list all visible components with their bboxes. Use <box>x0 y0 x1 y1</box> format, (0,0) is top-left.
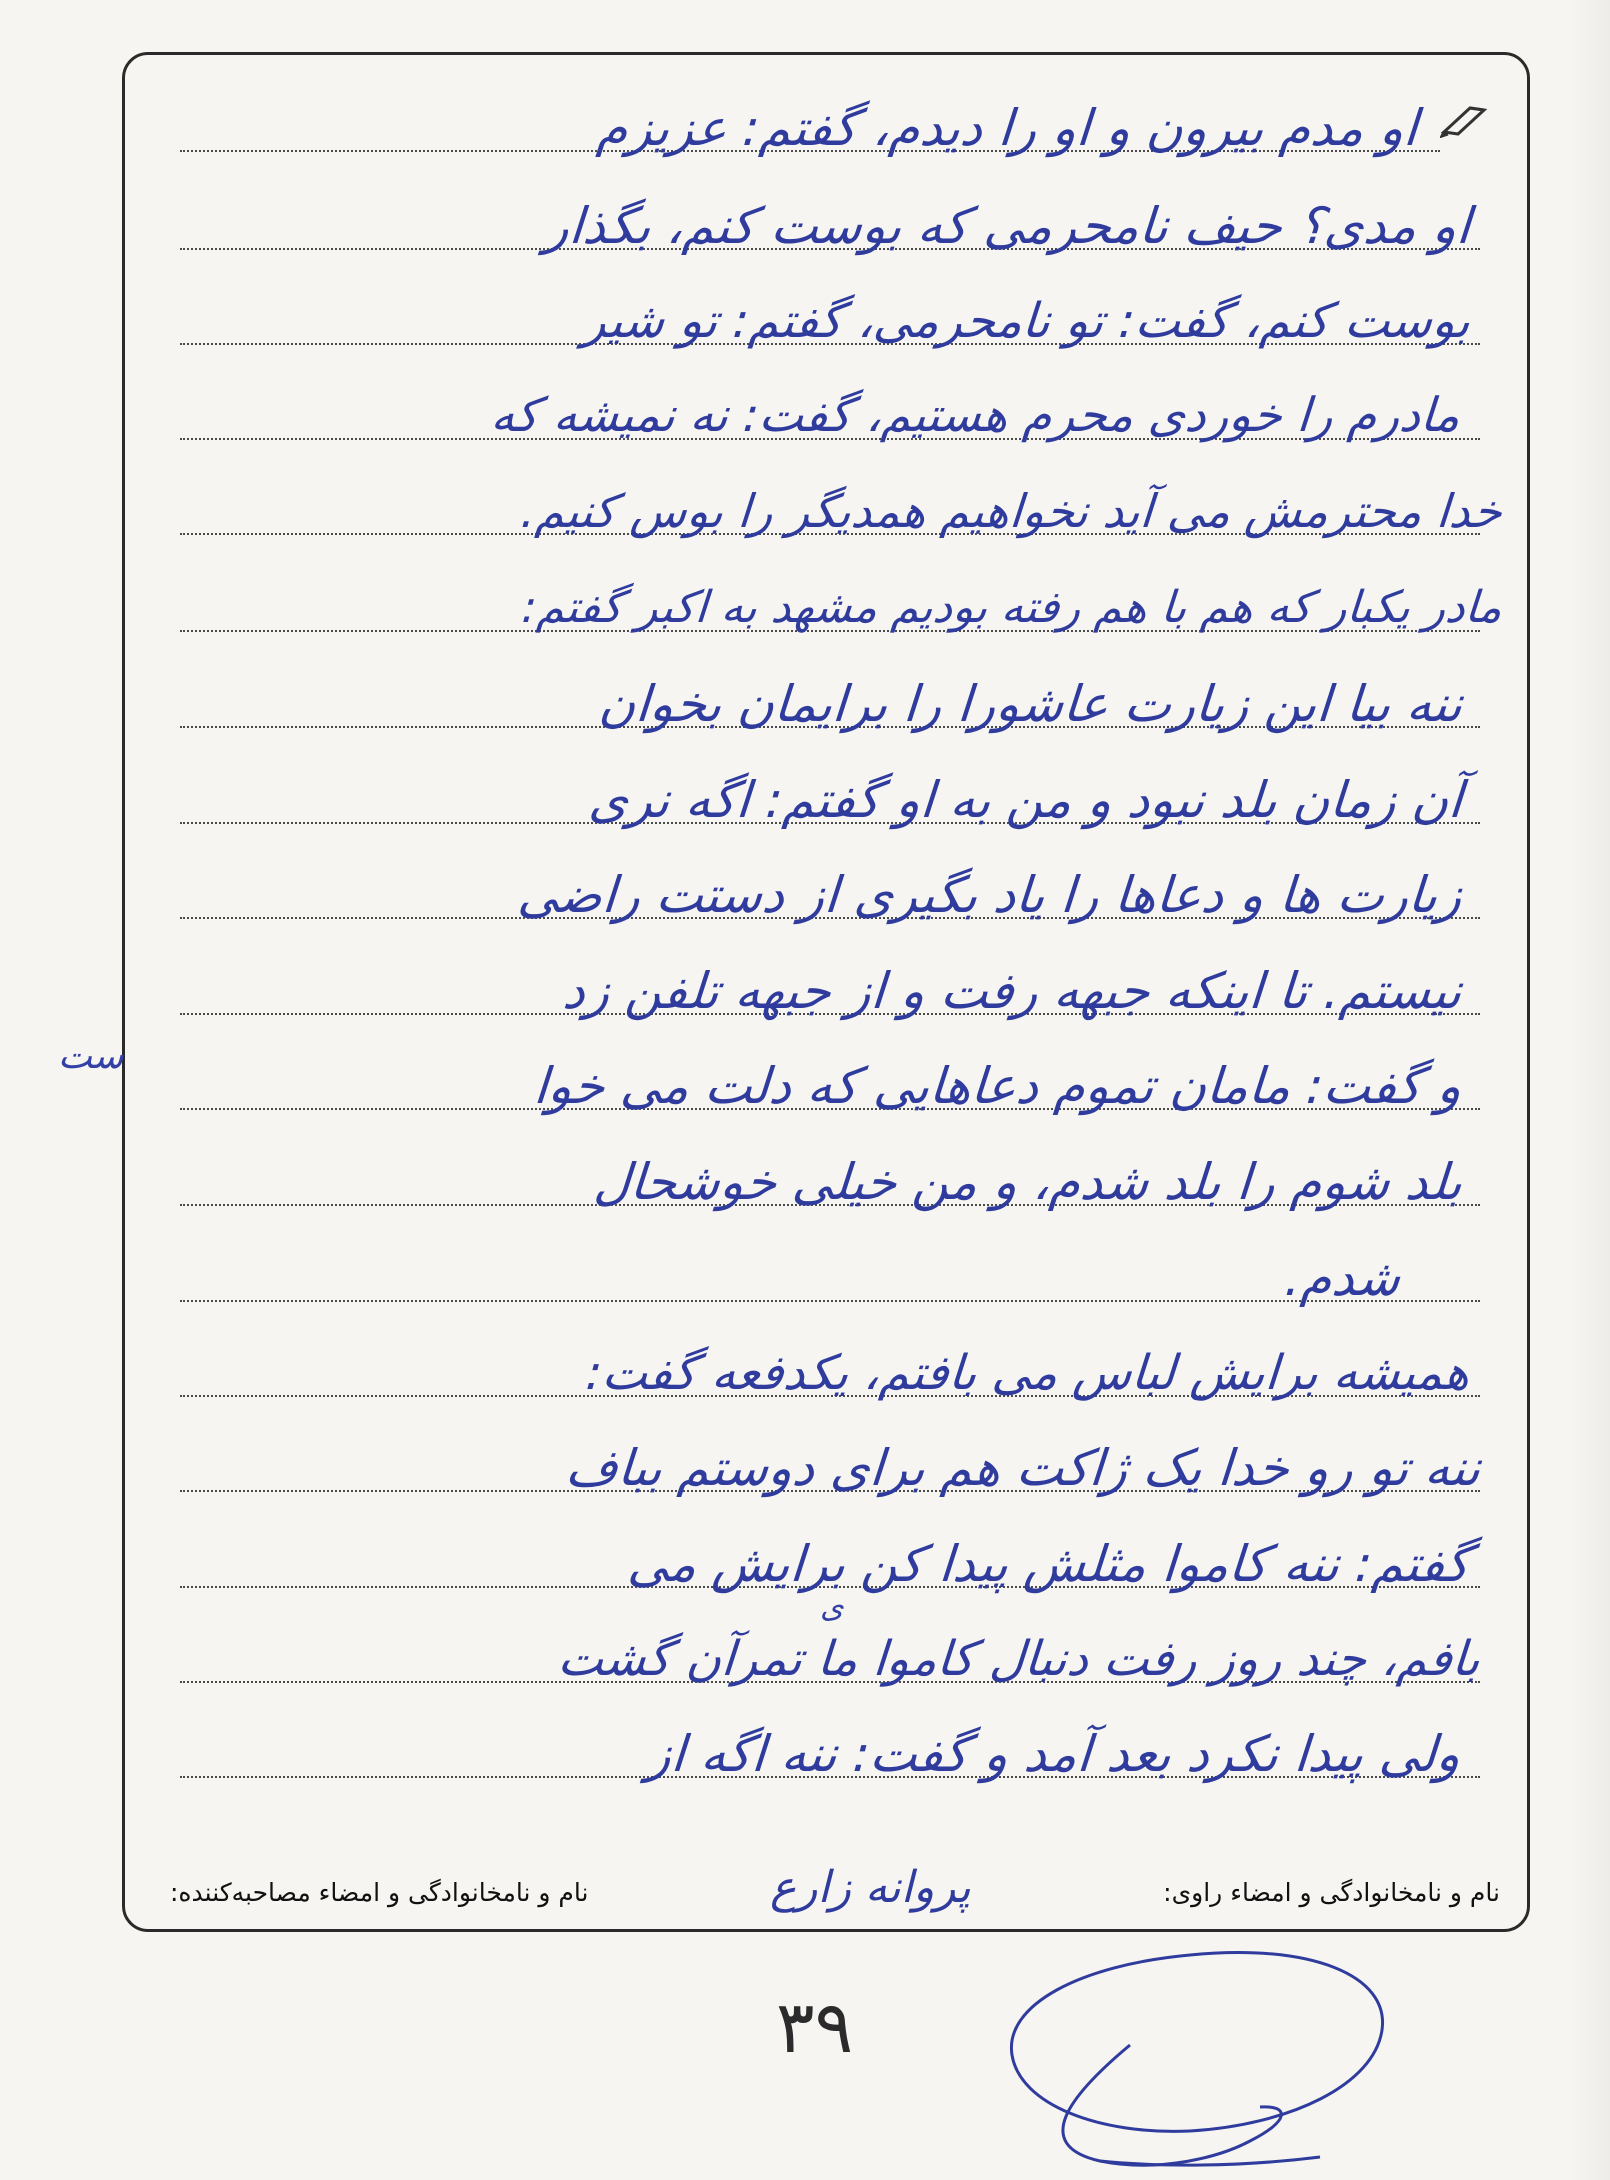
handwritten-line: خدا محترمش می آید نخواهیم همدیگر را بوس کنیم. <box>519 484 1504 538</box>
scan-edge-shadow <box>1570 0 1610 2180</box>
handwritten-line: و گفت: مامان تموم دعاهایی که دلت می خوا <box>532 1057 1465 1115</box>
narrator-signature-label: نام و نامخانوادگی و امضاء راوی: <box>1163 1878 1500 1907</box>
handwritten-line: بافم، چند روز رفت دنبال کاموا ما تمرآن گشت <box>556 1631 1482 1687</box>
signature-mark <box>990 1935 1400 2175</box>
form-footer <box>170 1862 1500 1922</box>
handwritten-line: همیشه برایش لباس می بافتم، یکدفعه گفت: <box>584 1345 1472 1401</box>
handwritten-line: آن زمان بلد نبود و من به او گفتم: اگه نری <box>586 771 1465 829</box>
interviewer-name: پروانه زارع <box>770 1862 971 1913</box>
handwritten-line: نیستم. تا اینکه جبهه رفت و از جبهه تلفن زد <box>561 962 1465 1020</box>
interviewer-signature-label: نام و نامخانوادگی و امضاء مصاحبه‌کننده: <box>170 1878 589 1907</box>
handwritten-line: مادر یکبار که هم با هم رفته بودیم مشهد به اکبر گفتم: <box>520 582 1504 633</box>
handwritten-line: ولی پیدا نکرد بعد آمد و گفت: ننه اگه از <box>644 1725 1463 1783</box>
interlinear-note: ی <box>820 1590 844 1625</box>
handwritten-line: شدم. <box>1282 1249 1403 1307</box>
handwritten-line: او مدی؟ حیف نامحرمی که بوست کنم، بگذار <box>542 197 1473 255</box>
pen-icon <box>1440 102 1490 138</box>
handwritten-line: ننه بیا این زیارت عاشورا را برایمان بخوان <box>596 675 1465 733</box>
page-number: ۳۹ <box>776 1985 854 2069</box>
handwritten-line: زیارت ها و دعاها را یاد بگیری از دستت راضی <box>516 866 1465 924</box>
handwritten-line: مادرم را خوردی محرم هستیم، گفت: نه نمیشه که <box>489 388 1462 443</box>
handwritten-line: گفتم: ننه کاموا مثلش پیدا کن برایش می <box>626 1535 1473 1593</box>
margin-note: ست <box>58 1036 124 1077</box>
handwritten-line: بلد شوم را بلد شدم، و من خیلی خوشحال <box>591 1153 1465 1211</box>
handwritten-line: او مدم بیرون و او را دیدم، گفتم: عزیزم <box>595 99 1421 157</box>
handwritten-line: ننه تو رو خدا یک ژاکت هم برای دوستم بباف <box>563 1439 1483 1497</box>
handwritten-line: بوست کنم، گفت: تو نامحرمی، گفتم: تو شیر <box>580 293 1472 349</box>
